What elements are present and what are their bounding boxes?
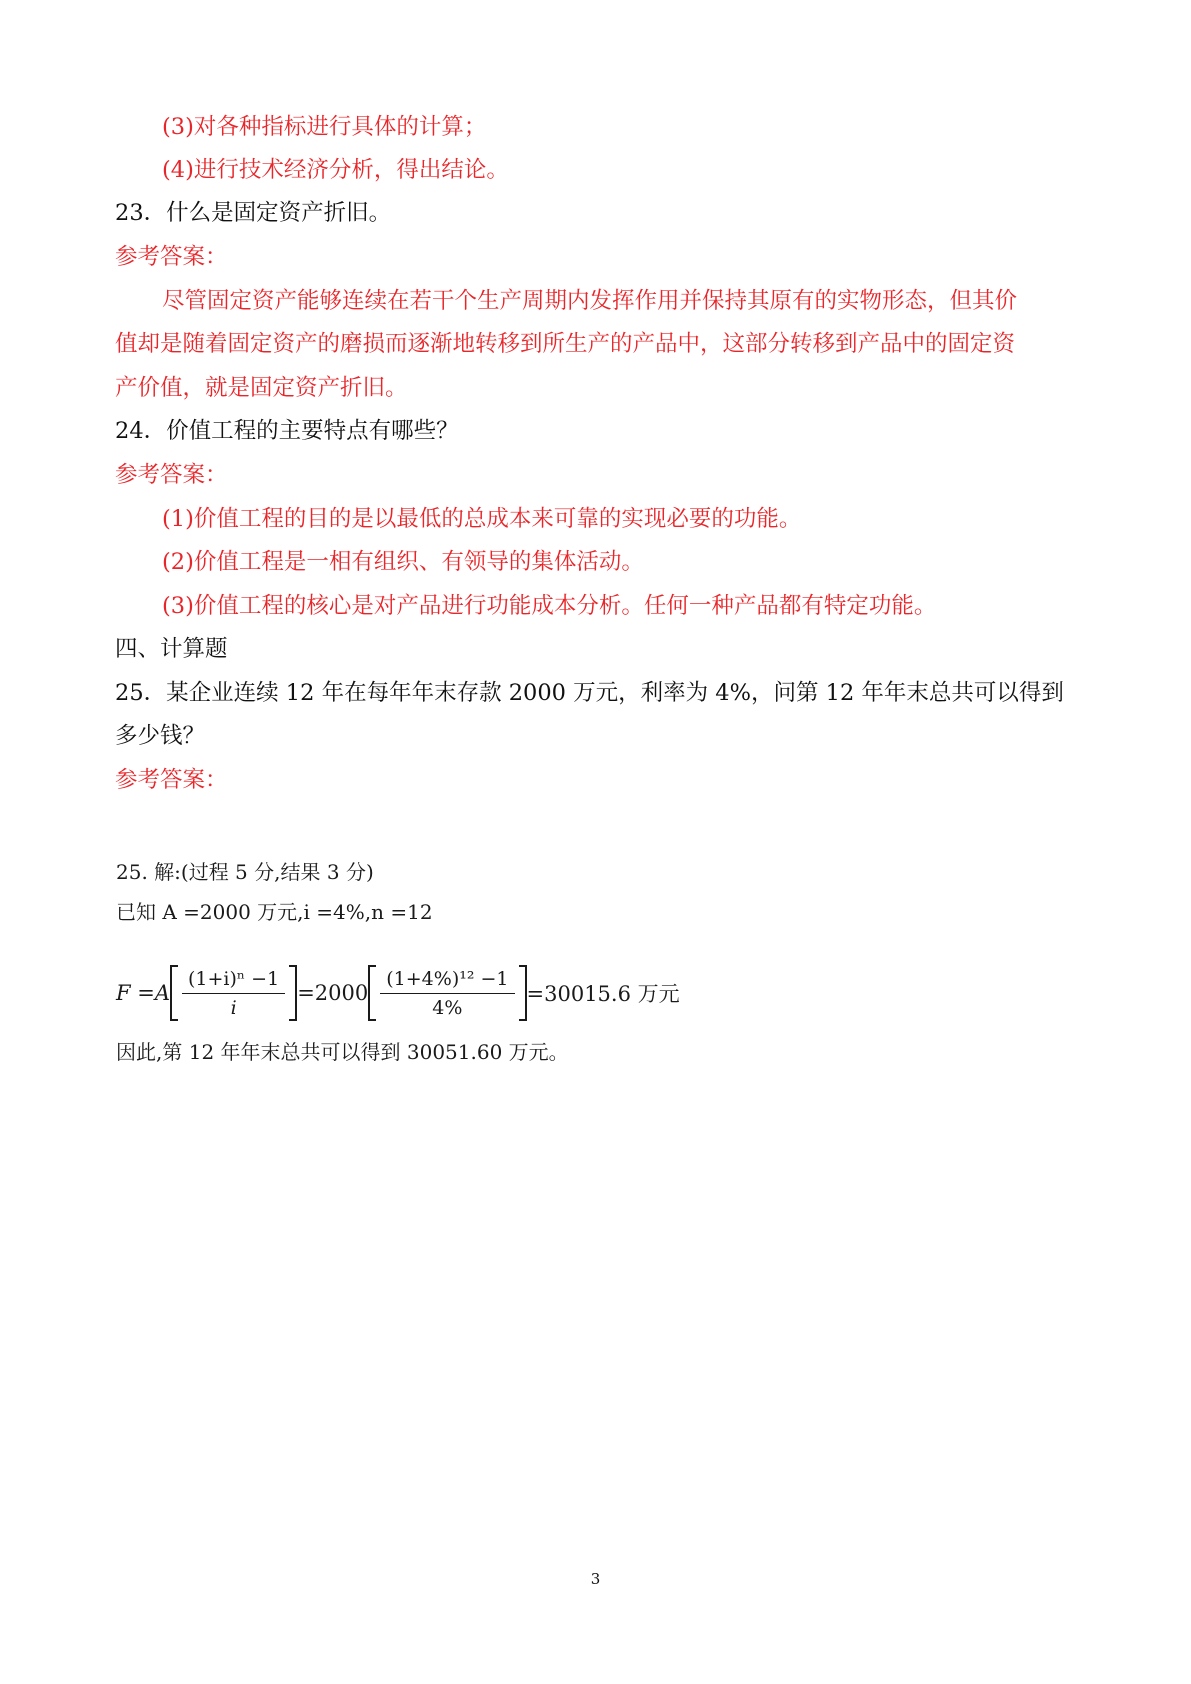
answer-23-line-3: 产价值，就是固定资产折旧。 <box>115 375 408 401</box>
fraction-general <box>182 968 285 1019</box>
left-bracket <box>170 965 178 1021</box>
answer-step-3: (3)对各种指标进行具体的计算； <box>162 114 487 140</box>
answer-label-24: 参考答案： <box>115 462 228 488</box>
answer-24-point-1: (1)价值工程的目的是以最低的总成本来可靠的实现必要的功能。 <box>162 506 802 532</box>
solution-conclusion: 因此,第 12 年年末总共可以得到 30051.60 万元。 <box>116 1040 569 1064</box>
answer-24-point-3: (3)价值工程的核心是对产品进行功能成本分析。任何一种产品都有特定功能。 <box>162 593 937 619</box>
answer-step-4: (4)进行技术经济分析，得出结论。 <box>162 157 509 183</box>
fraction-numeric <box>380 968 514 1019</box>
question-25-line-1: 25．某企业连续 12 年在每年年末存款 2000 万元，利率为 4%，问第 12 年年末总共可以得到 <box>115 680 1064 706</box>
answer-24-point-2: (2)价值工程是一相有组织、有领导的集体活动。 <box>162 549 644 575</box>
section-heading-calculation: 四、计算题 <box>115 636 228 662</box>
fraction-numeric-numerator: (1+4%)¹² −1 <box>386 967 509 990</box>
right-bracket <box>519 965 527 1021</box>
formula-mid: =2000 <box>297 981 369 1005</box>
answer-label-23: 参考答案： <box>115 244 228 270</box>
answer-label-25: 参考答案： <box>115 767 228 793</box>
fraction-numeric-denominator: 4% <box>432 996 463 1019</box>
formula-result: =30015.6 万元 <box>526 982 680 1006</box>
fraction-general-denominator: i <box>230 996 237 1019</box>
question-24: 24．价值工程的主要特点有哪些？ <box>115 418 459 444</box>
left-bracket <box>368 965 376 1021</box>
formula-lhs: F =A <box>116 981 171 1005</box>
answer-23-line-2: 值却是随着固定资产的磨损而逐渐地转移到所生产的产品中，这部分转移到产品中的固定资 <box>115 331 1016 357</box>
question-23: 23．什么是固定资产折旧。 <box>115 200 392 226</box>
solution-heading: 25. 解:(过程 5 分,结果 3 分) <box>116 860 374 884</box>
question-25-line-2: 多少钱？ <box>115 723 206 749</box>
fraction-general-numerator: (1+i)ⁿ −1 <box>188 967 280 990</box>
page-number: 3 <box>590 1570 601 1588</box>
annuity-formula <box>116 958 680 1028</box>
answer-23-line-1: 尽管固定资产能够连续在若干个生产周期内发挥作用并保持其原有的实物形态，但其价 <box>162 288 1018 314</box>
right-bracket <box>289 965 297 1021</box>
solution-given: 已知 A =2000 万元,i =4%,n =12 <box>116 900 433 924</box>
